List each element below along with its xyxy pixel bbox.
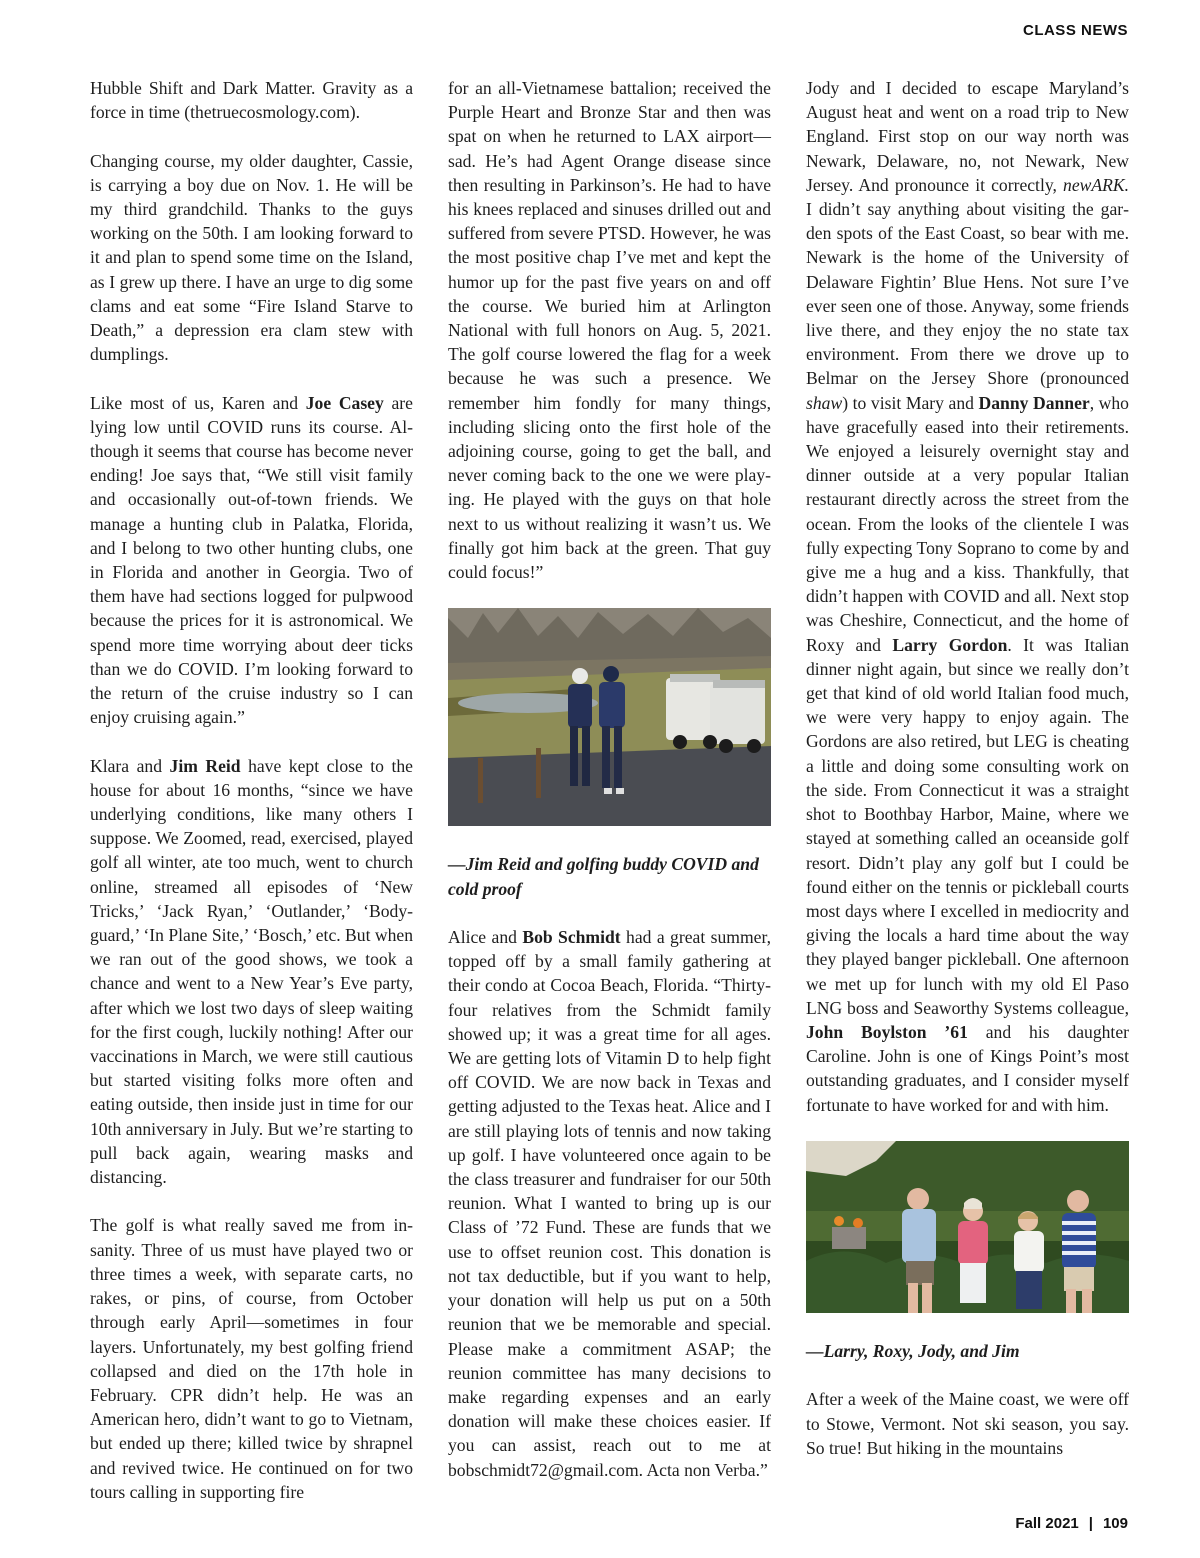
classmate-name: Jim Reid [169,755,241,776]
page-number: 109 [1102,1515,1128,1532]
page-footer [1015,1515,1128,1532]
paragraph-jim-reid: Klara and Jim Reid have kept close to the house for about 16 months, “since we have underlying conditions, like many others I suppose. We Zoomed, read, exercised, played golf all winter, ate too much, went to church online, streamed all episodes of ‘New Tricks,’ ‘Jack Ryan,’ ‘Outlander,’ ‘Bodyguard,’ ‘In Plane Site,’ ‘Bosch,’ etc. But when we ran out of the good shows, we took a chance and went to a New Year’s Eve party, after which we lost two days of sleep waiting for the first cough, luckily nothing! After our vaccinations in March, we were still cautious but started visiting folks more often and eating outside, then inside just in time for our 10th anniversary in July. But we’re starting to pull back again, wearing masks and distancing. [90,755,413,1188]
group-photo [806,1141,1129,1313]
paragraph-joe-casey: Like most of us, Karen and Joe Casey are lying low until COVID runs its course. Although it seems that course has become never ending! Joe says that, “We still visit family and occasionally out-of-town friends. We manage a hunting club in Palatka, Florida, and I belong to two other hunting clubs, one in Florida and another in Georgia. Two of them have had sections logged for pulpwood because the prices for it is astronomical. We spend more time worrying about deer ticks than we do COVID. I’m looking forward to the return of the cruise industry so I can enjoy cruising again.” [90,392,413,728]
classmate-name: Bob Schmidt [522,927,621,948]
paragraph-bob-schmidt: Alice and Bob Schmidt had a great summer, topped off by a small family gathering at their condo at Cocoa Beach, Florida. “Thirty-four relatives from the Schmidt family showed up; it was a great time for all ages. We are getting lots of Vitamin D to help fight off COVID. We are now back in Texas and getting adjusted to the Texas heat. Alice and I are still playing lots of tennis and now taking up golf. I have volunteered once again to be the class treasurer and fundraiser for our 50th reunion. What I wanted to bring up is our Class of ’72 Fund. These are funds that we use to offset reunion cost. This donation is not tax deductible, but if you want to help, your donation will help us put on a 50th reunion that we be memorable and special. Please make a commitment ASAP; the reunion committee has many decisions to make regarding expenses and an early donation will make these choices easier. If you can assist, reach out to me at bobschmidt72@gmail.com. Acta non Verba.” [448,927,772,1480]
paragraph-cosmology: Hubble Shift and Dark Matter. Gravity as a force in time (thetruecosmology.com). [90,78,413,123]
footer-separator: | [1088,1515,1093,1532]
paragraph-stowe: After a week of the Maine coast, we were off to Stowe, Vermont. Not ski season, you say. So true! But hiking in the mountains [806,1389,1129,1458]
article-column-3 [806,76,1129,1484]
photo-caption-group: —Larry, Roxy, Jody, and Jim [806,1340,1020,1361]
photo-caption-golf: —Jim Reid and golfing buddy COVID and cold proof [448,854,759,899]
classmate-name: John Boylston ’61 [806,1021,968,1042]
paragraph-road-trip: Jody and I decided to escape Maryland’s August heat and went on a road trip to New England. First stop on our way north was Newark, Delaware, no, not Newark, New Jersey. And pronounce it correctly, newARK. I didn’t say anything about visiting the garden spots of the East Coast, so bear with me. Newark is the home of the University of Delaware Fightin’ Blue Hens. Not sure I’ve ever seen one of those. Anyway, some friends live there, and they enjoy the no state tax environment. From there we drove up to Belmar on the Jersey Shore (pronounced shaw) to visit Mary and Danny Danner, who have gracefully eased into their retirements. We enjoyed a leisurely overnight stay and dinner outside at a very popular Italian restaurant directly across the street from the ocean. From the looks of the clientele I was fully expecting Tony Soprano to come by and give me a hug and a kiss. Thankfully, that didn’t happen with COVID and all. Next stop was Cheshire, Connecticut, and the home of Roxy and Larry Gordon. It was Italian dinner night again, but since we really don’t get that kind of old world Italian food much, we were very happy to enjoy again. The Gordons are also retired, but LEG is cheating a little and doing some consulting work on the side. From Connecticut it was a straight shot to Boothbay Harbor, Maine, where we stayed at something called an oceanside golf resort. Didn’t play any golf but I could be found either on the tennis or pickleball courts most days where I excelled in mediocrity and giving the locals a hard time about the way they played banger pickleball. One afternoon we met up for lunch with my old El Paso LNG boss and Seaworthy Systems colleague, John Boylston ’61 and his daughter Caroline. John is one of Kings Point’s most outstanding graduates, and I consider myself fortunate to have worked for and with him. [806,78,1130,1115]
article-column-2 [448,76,771,1506]
golf-course-photo [448,608,771,826]
paragraph-golf: The golf is what really saved me from insanity. Three of us must have played two or three times a week, with separate carts, no rakes, or pins, of course, from October through early April—sometimes in four layers. Unfortunately, my best golfing friend collapsed and died on the 17th hole in February. CPR didn’t help. He was an American hero, didn’t want to go to Vietnam, but ended up there; killed twice by shrapnel and revived twice. He continued on for two tours calling in supporting fire [90,1215,413,1502]
article-column-1 [90,76,413,1528]
classmate-name: Joe Casey [305,392,384,413]
classmate-name: Larry Gordon [892,634,1008,655]
paragraph-golf-continued: for an all-Vietnamese battalion; received the Purple Heart and Bronze Star and then was spat on when he returned to LAX airport—sad. He’s had Agent Orange disease since then resulting in Parkinson’s. He had to have his knees replaced and sinuses drilled out and suffered from severe PTSD. However, he was the most positive chap I’ve met and kept the humor up for the past five years on and off the course. We buried him at Arlington National with full honors on Aug. 5, 2021. The golf course lowered the flag for a week because he was such a presence. We remember him fondly for many things, including slicing onto the first hole of the adjoining course, going to get the ball, and never coming back to the one we were playing. He played with the guys on that hole next to us without realizing it wasn’t us. We finally got him back at the green. That guy could focus!” [448,78,771,583]
issue-label: Fall 2021 [1015,1515,1079,1532]
section-label: CLASS NEWS [1022,22,1128,39]
paragraph-grandchild: Changing course, my older daughter, Cassie, is carrying a boy due on Nov. 1. He will be my third grandchild. Thanks to the guys working on the 50th. I am looking forward to it and plan to spend some time on the Island, as I grew up there. I have an urge to dig some clams and eat some “Fire Island Starve to Death,” a depression era clam stew with dumplings. [90,150,413,365]
classmate-name: Danny Danner [978,392,1090,413]
